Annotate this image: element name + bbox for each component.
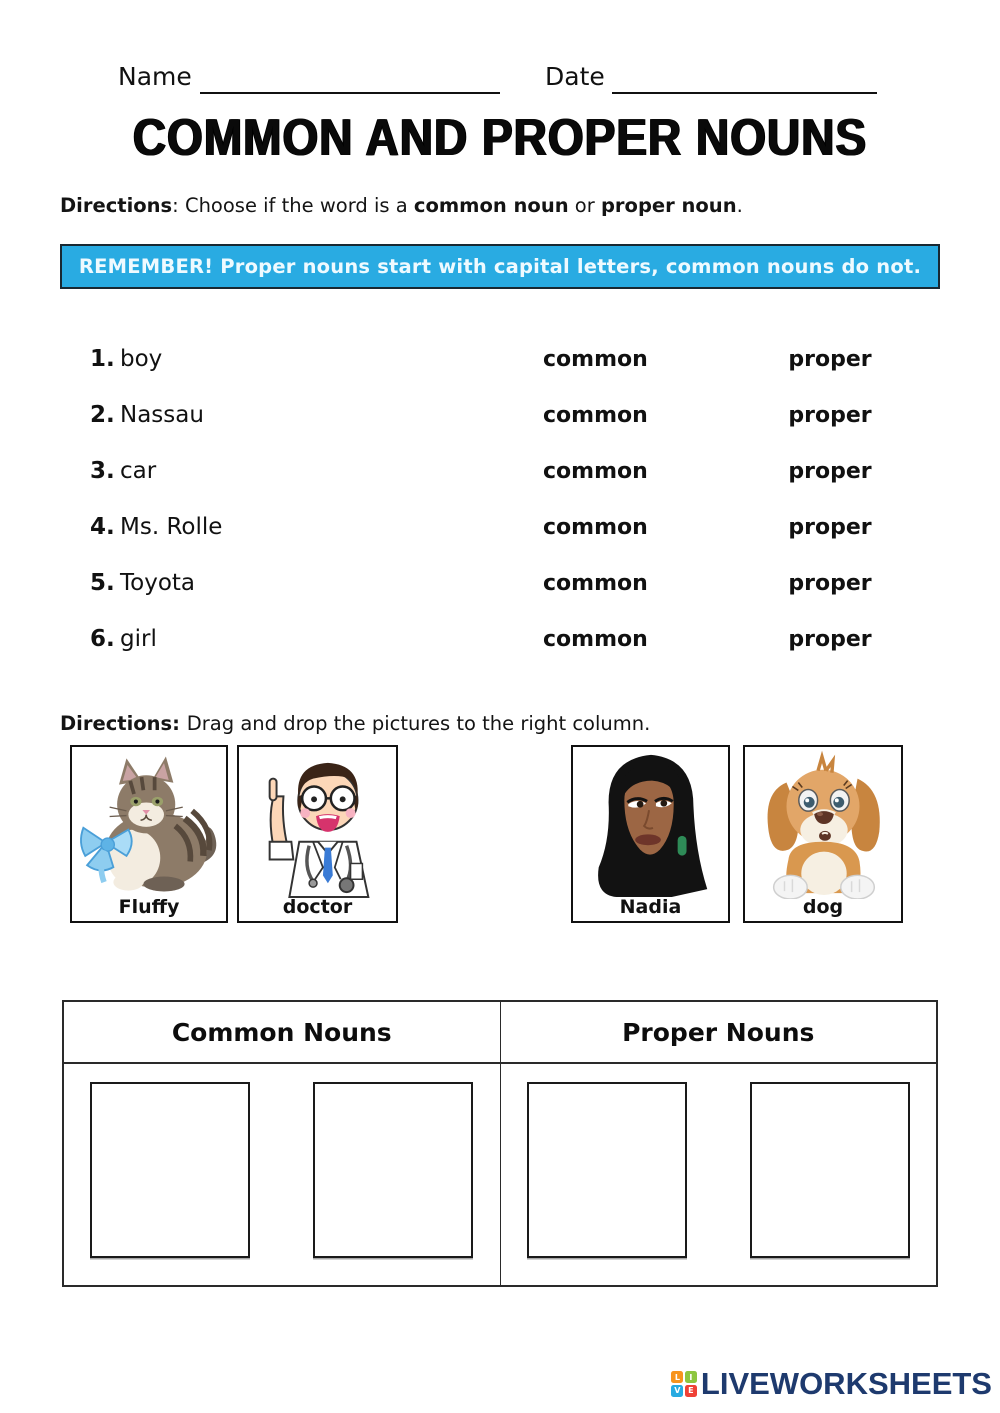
proper-option-6[interactable]: proper — [788, 627, 872, 652]
directions-choose-bold2: proper noun — [600, 194, 737, 217]
common-option-4[interactable]: common — [543, 515, 648, 540]
proper-option-5[interactable]: proper — [788, 571, 872, 596]
proper-option-1[interactable]: proper — [788, 347, 872, 372]
item-word: girl — [120, 626, 157, 652]
sorting-table-body — [64, 1064, 936, 1285]
item-word: car — [120, 458, 157, 484]
cat-with-blue-bow-icon — [74, 749, 224, 899]
sorting-table-header — [64, 1002, 936, 1064]
draggable-card-fluffy[interactable] — [70, 745, 228, 923]
proper-drop-box-2[interactable] — [750, 1082, 910, 1258]
logo-square-l: L — [671, 1371, 683, 1383]
name-label: Name — [118, 62, 192, 91]
directions-drag-text: Drag and drop the pictures to the right column. — [186, 712, 651, 735]
reminder-banner — [60, 244, 940, 289]
sorting-table — [62, 1000, 938, 1287]
card-label: Fluffy — [118, 896, 180, 918]
directions-drag-colon: : — [172, 712, 187, 735]
quiz-row-5 — [90, 560, 910, 616]
common-option-2[interactable]: common — [543, 403, 648, 428]
directions-choose-mid: or — [568, 194, 601, 217]
proper-option-2[interactable]: proper — [788, 403, 872, 428]
directions-choose-bold1: common noun — [413, 194, 569, 217]
common-drop-box-2[interactable] — [313, 1082, 473, 1258]
common-option-3[interactable]: common — [543, 459, 648, 484]
liveworksheets-logo-icon — [671, 1371, 697, 1397]
item-number: 1. — [90, 346, 115, 372]
card-label: dog — [802, 896, 844, 918]
page-title: COMMON AND PROPER NOUNS — [132, 107, 868, 167]
directions-choose-colon: : — [172, 194, 185, 217]
directions-choose-end: . — [736, 194, 743, 217]
logo-square-i: I — [685, 1371, 697, 1383]
directions-drag-label: Directions — [60, 712, 173, 735]
proper-option-3[interactable]: proper — [788, 459, 872, 484]
item-word: Ms. Rolle — [120, 514, 223, 540]
quiz-row-6 — [90, 616, 910, 672]
date-input-line[interactable] — [612, 62, 877, 94]
draggable-card-dog[interactable] — [743, 745, 903, 923]
doctor-pointing-up-icon — [243, 749, 393, 899]
footer — [0, 1366, 992, 1402]
card-label: doctor — [282, 896, 353, 918]
directions-drag — [60, 712, 650, 735]
common-nouns-column — [64, 1064, 501, 1285]
quiz-row-1 — [90, 336, 910, 392]
item-number: 3. — [90, 458, 115, 484]
reminder-text: REMEMBER! Proper nouns start with capital letters, common nouns do not. — [78, 255, 922, 278]
quiz-row-2 — [90, 392, 910, 448]
item-word: boy — [120, 346, 163, 372]
item-word: Toyota — [120, 570, 196, 596]
common-option-5[interactable]: common — [543, 571, 648, 596]
puppy-icon — [748, 749, 898, 899]
date-label: Date — [545, 62, 605, 91]
directions-choose-pre: Choose if the word is a — [184, 194, 414, 217]
item-number: 4. — [90, 514, 115, 540]
quiz-row-4 — [90, 504, 910, 560]
header-row — [0, 62, 1000, 102]
item-number: 5. — [90, 570, 115, 596]
directions-choose — [60, 194, 743, 217]
item-number: 2. — [90, 402, 115, 428]
draggable-card-nadia[interactable] — [571, 745, 730, 923]
item-number: 6. — [90, 626, 115, 652]
woman-portrait-icon — [576, 749, 726, 899]
quiz-row-3 — [90, 448, 910, 504]
common-option-1[interactable]: common — [543, 347, 648, 372]
name-input-line[interactable] — [200, 62, 500, 94]
item-word: Nassau — [120, 402, 204, 428]
common-option-6[interactable]: common — [543, 627, 648, 652]
proper-option-4[interactable]: proper — [788, 515, 872, 540]
quiz-list — [90, 336, 910, 672]
brand-name: LIVEWORKSHEETS — [700, 1366, 992, 1401]
card-label: Nadia — [619, 896, 682, 918]
proper-drop-box-1[interactable] — [527, 1082, 687, 1258]
logo-square-v: V — [671, 1385, 683, 1397]
proper-nouns-header: Proper Nouns — [622, 1017, 815, 1047]
common-nouns-header: Common Nouns — [64, 1002, 501, 1062]
directions-choose-label: Directions — [60, 194, 173, 217]
common-drop-box-1[interactable] — [90, 1082, 250, 1258]
proper-nouns-column — [501, 1064, 937, 1285]
logo-square-e: E — [685, 1385, 697, 1397]
draggable-card-doctor[interactable] — [237, 745, 398, 923]
